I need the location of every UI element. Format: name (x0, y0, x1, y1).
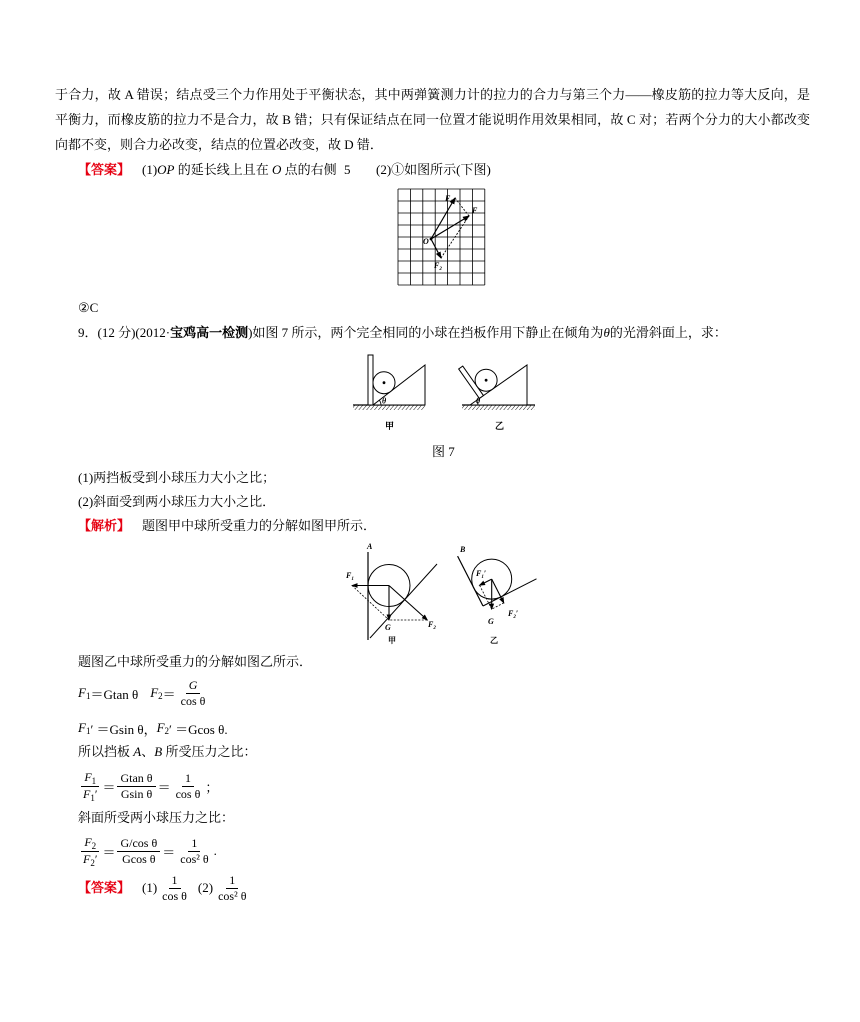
ff-num-2: G/cos θ (117, 836, 160, 852)
final-frac-1 (159, 873, 190, 904)
arrow-f1-prime-yi (480, 579, 492, 585)
ball-center-jia (383, 381, 386, 384)
arrow-f2 (431, 239, 441, 258)
answer-p2: 的延长线上且在 (174, 162, 273, 177)
answer-part-1 (142, 161, 337, 179)
label-f2-prime-yi (507, 609, 518, 620)
fc-A: A (133, 744, 142, 759)
ff-n1v: F (84, 834, 92, 849)
label-b: B (460, 545, 466, 554)
label-f2-yi-sub: 2 (513, 615, 516, 620)
vertical-board-jia (368, 355, 373, 405)
ff-den-3: cos² θ (180, 851, 209, 866)
dashed-yi-1 (480, 585, 492, 609)
ff-n1s: 2 (91, 840, 97, 851)
final-p1: (1) (142, 880, 158, 895)
decomposition-jia (345, 542, 437, 645)
answer-second: ②C (78, 300, 99, 315)
ball-center-yi (485, 379, 488, 382)
fc-c: 所受压力之比： (162, 744, 257, 759)
fa-s1: 1 (85, 691, 91, 701)
label-jia: 甲 (385, 422, 395, 432)
label-f: F (472, 206, 478, 215)
fd-num-2: Gtan θ (117, 771, 155, 787)
label-g-jia: G (385, 623, 391, 632)
formula-f1-f2 (78, 678, 210, 708)
paragraph-line-3: 向都不变，则合力必改变，结点的位置必改变，故 D 错． (55, 137, 383, 152)
label-jia-2: 甲 (388, 636, 396, 645)
fd-num-1 (81, 770, 99, 787)
ff-end: . (213, 843, 217, 858)
fa-t2: ＝ (162, 686, 176, 702)
label-o: O (423, 237, 429, 246)
label-f2-main: F (434, 261, 440, 270)
ff-num-3: 1 (188, 836, 200, 852)
ff-frac-2 (117, 836, 160, 867)
answer-p3: 点的右侧 (281, 162, 337, 177)
ratio-intro-slope: 斜面所受两小球压力之比： (78, 810, 235, 825)
fb-t1: ′ ＝Gsin θ， (90, 721, 157, 737)
fd-num-3: 1 (182, 771, 194, 787)
slope-yi (483, 579, 537, 606)
final-answer-tag: 【答案】 (78, 880, 131, 895)
fb-s2: 2 (164, 726, 170, 736)
label-f2 (433, 261, 442, 272)
force-decomposition-figure (340, 540, 550, 648)
setup-jia (353, 355, 425, 432)
ff-den-2: Gcos θ (122, 851, 156, 866)
label-f2-sub: 2 (439, 267, 442, 272)
fa-s2: 2 (158, 691, 163, 701)
ff-d1p: ′ (94, 851, 98, 866)
ff-num-1 (81, 835, 99, 852)
figure-7-caption: 图 7 (432, 444, 455, 459)
label-yi: 乙 (495, 422, 505, 432)
final-p2: (2) (197, 880, 214, 895)
label-f1-sub: 1 (450, 200, 453, 205)
ratio-intro-boards (78, 743, 256, 761)
final-den-2: cos² θ (218, 888, 247, 903)
ff-eq2: ＝ (162, 844, 176, 860)
q9-theta: θ (603, 325, 610, 340)
figure-7 (350, 350, 540, 434)
label-g-yi: G (488, 617, 494, 626)
dashed-jia-1 (352, 586, 389, 621)
fa-v2: F (150, 685, 159, 700)
fd-den-1 (80, 787, 100, 803)
label-f1-main: F (445, 194, 451, 203)
answer-p1: (1) (142, 162, 158, 177)
fa-v1: F (78, 685, 86, 700)
paragraph-line-2: 平衡力，而橡皮筋的拉力不是合力，故 B 错；只有保证结点在同一位置才能说明作用效果相同，故 C 对；若两个分力的大小都改变 (55, 112, 810, 127)
fd-d1p: ′ (94, 786, 98, 801)
answer-tag: 【答案】 (78, 162, 131, 177)
fa-t1: ＝Gtan θ (90, 686, 139, 702)
setup-yi (459, 365, 535, 432)
formula-f1p-f2p (78, 719, 228, 737)
label-yi-2: 乙 (490, 636, 498, 645)
fd-end: ； (205, 779, 219, 795)
ff-d1s: 2 (90, 857, 95, 868)
fd-n1v: F (84, 769, 92, 784)
ff-frac-3 (177, 836, 211, 867)
dashed-yi-2 (492, 603, 504, 609)
fd-den-3: cos θ (175, 786, 201, 801)
ground-hatch-jia (353, 406, 425, 411)
fd-frac-3 (173, 771, 204, 802)
point-o (430, 238, 433, 241)
analysis-text-2: 题图乙中球所受重力的分解如图乙所示． (78, 654, 313, 669)
ff-den-1 (80, 852, 100, 868)
label-f2-yi-prime: ′ (515, 609, 519, 618)
q9-stem-c: 的光滑斜面上，求： (609, 325, 727, 340)
final-num-1: 1 (169, 873, 181, 889)
fd-den-2: Gsin θ (120, 786, 153, 801)
fd-n1s: 1 (91, 775, 97, 786)
fa-den: cos θ (180, 693, 206, 708)
label-a: A (367, 542, 373, 551)
fc-B: B (154, 744, 163, 759)
fb-t2: ′ ＝Gcos θ. (169, 721, 228, 737)
theta-label-jia: θ (382, 396, 387, 406)
fd-frac-1 (80, 770, 100, 803)
decomposition-yi (458, 545, 537, 645)
ff-eq1: ＝ (102, 844, 116, 860)
answer-op: OP (157, 162, 175, 177)
arrow-f2-jia (389, 586, 427, 621)
ff-d1v: F (83, 851, 91, 866)
force-grid-diagram (397, 188, 489, 290)
answer-part-2: (2)①如图所示(下图) (376, 162, 491, 177)
fb-v2: F (156, 720, 165, 735)
theta-label-yi: θ (476, 396, 481, 406)
label-f2-jia-sub: 2 (433, 626, 436, 631)
fa-fraction (178, 678, 209, 709)
answer-value: 5 (344, 162, 351, 177)
fb-v1: F (78, 720, 86, 735)
fa-num: G (186, 678, 201, 694)
paragraph-line-1: 于合力，故 A 错误；结点受三个力作用处于平衡状态，其中两弹簧测力计的拉力的合力与第三个力——橡皮筋的拉力等大反向，是 (55, 87, 810, 102)
fc-b: 、 (141, 744, 155, 759)
analysis-tag: 【解析】 (78, 518, 131, 533)
formula-slope-ratio (78, 835, 217, 867)
label-f1-yi-sub: 1 (481, 575, 484, 580)
label-f2-jia (427, 620, 436, 631)
fb-s1: 1 (85, 726, 91, 736)
label-f2-yi-main: F (508, 609, 514, 618)
label-f1-jia-sub: 1 (351, 577, 354, 582)
label-f1-yi-main: F (476, 569, 482, 578)
q9-stem-b: )如图 7 所示，两个完全相同的小球在挡板作用下静止在倾角为 (248, 325, 604, 340)
label-f1-yi-prime: ′ (483, 569, 487, 578)
final-den-1: cos θ (162, 888, 187, 903)
fc-a: 所以挡板 (78, 744, 134, 759)
label-f1-jia-main: F (346, 571, 352, 580)
fd-d1v: F (83, 786, 91, 801)
q9-sub-1: (1)两挡板受到小球压力大小之比； (78, 470, 276, 485)
question-9-stem (78, 324, 727, 342)
label-f1-jia (345, 571, 354, 582)
ff-frac-1 (80, 835, 100, 868)
final-answer (142, 873, 251, 903)
label-f1 (444, 194, 453, 205)
q9-stem-a: 9．(12 分)(2012· (78, 325, 171, 340)
fd-d1s: 1 (90, 792, 95, 803)
final-frac-2 (215, 873, 249, 904)
fd-eq2: ＝ (157, 779, 171, 795)
label-f2-jia-main: F (428, 620, 434, 629)
arrow-f (431, 216, 469, 239)
final-num-2: 1 (226, 873, 238, 889)
fd-eq1: ＝ (102, 779, 116, 795)
formula-board-ratio (78, 770, 218, 802)
ground-hatch-yi (462, 406, 535, 411)
q9-sub-2: (2)斜面受到两小球压力大小之比． (78, 494, 276, 509)
q9-source: 宝鸡高一检测 (170, 325, 249, 340)
label-f1-prime-yi (475, 569, 486, 580)
fd-frac-2 (117, 771, 155, 802)
analysis-text-1: 题图甲中球所受重力的分解如图甲所示． (142, 518, 377, 533)
answer-o: O (272, 162, 282, 177)
